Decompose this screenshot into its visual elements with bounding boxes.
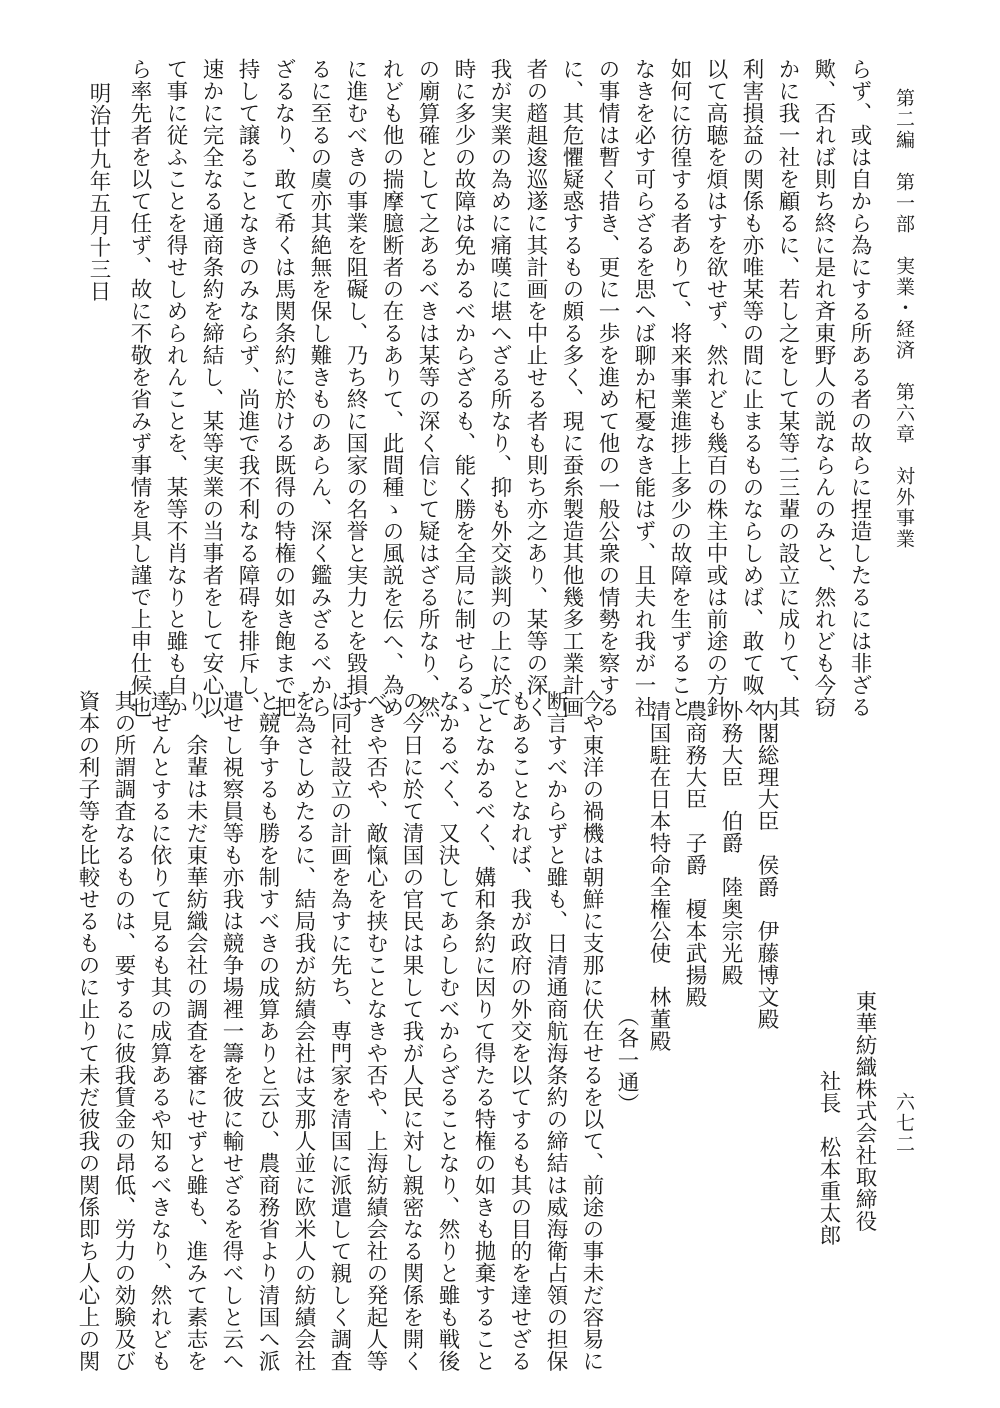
signatory-president: 社長 松本重太郎 — [816, 1070, 841, 1246]
text-column: ら率先者を以て任ず、故に不敬を省みず事情を具し謹で上申仕候也 — [127, 58, 152, 718]
text-column: れども他の揣摩臆断者の在るありて、此間種ゝの風説を伝へ、為め — [379, 58, 404, 718]
text-column: 時に多少の故障は免かるべからざるも、能く勝を全局に制せらるゝ — [451, 58, 476, 718]
copies-note: （各一通） — [614, 1005, 639, 1115]
text-column: もあることなれば、我が政府の外交を以てするも其の目的を達せざる — [507, 690, 532, 1372]
addressee: 外務大臣 伯爵 陸奥宗光殿 — [718, 700, 743, 986]
text-column: 遣せし視察員等も亦我は競争場裡一籌を彼に輸せざるを得べしと云へ — [219, 690, 244, 1372]
text-column: 断言すべからずと雖も、日清通商航海条約の締結は威海衛占領の担保 — [543, 690, 568, 1372]
text-column: るに至るの虞亦其絶無を保し難きものあらん、深く鑑みざるべから — [307, 58, 332, 718]
text-column: に進むべきの事業を阻礙し、乃ち終に国家の名誉と実力とを毀損す — [343, 58, 368, 718]
text-column: 達せんとするに依りて見るも其の成算あるや知るべきなり、然れども — [147, 690, 172, 1372]
text-column: は同社設立の計画を為すに先ち、専門家を清国に派遣して親しく調査 — [327, 690, 352, 1372]
text-column: かに我一社を顧るに、若し之をして某等二三輩の設立に成りて、其 — [775, 58, 800, 718]
text-column: に、其危懼疑惑するもの頗る多く、現に蚕糸製造其他幾多工業計画 — [559, 58, 584, 718]
text-column: 其の所謂調査なるものは、要するに彼我賃金の昂低、労力の効験及び — [111, 690, 136, 1372]
text-column: の廟算確として之あるべきは某等の深く信じて疑はざる所なり、然 — [415, 58, 440, 718]
page-number: 六七二 — [893, 1092, 915, 1155]
text-column: 今や東洋の禍機は朝鮮に支那に伏在せるを以て、前途の事未だ容易に — [579, 690, 604, 1372]
signatory-company: 東華紡織株式会社取締役 — [852, 990, 877, 1232]
text-column: の事情は暫く措き、更に一歩を進めて他の一般公衆の情勢を察する — [595, 58, 620, 718]
text-column: 以て高聴を煩はすを欲せず、然れども幾百の株主中或は前途の方針 — [703, 58, 728, 718]
text-column: 速かに完全なる通商条約を締結し、某等実業の当事者をして安心以 — [199, 58, 224, 718]
text-column: 如何に彷徨する者ありて、将来事業進捗上多少の故障を生ずること — [667, 58, 692, 718]
text-column: なきを必す可らざるを思へば聊か杞憂なき能はず、且夫れ我が一社 — [631, 58, 656, 718]
addressee: 清国駐在日本特命全権公使 林董殿 — [646, 700, 671, 1052]
text-column: を為さしめたるに、結局我が紡績会社は支那人並に欧米人の紡績会社 — [291, 690, 316, 1372]
text-column: り、余輩は未だ東華紡織会社の調査を審にせずと雖も、進みて素志を — [183, 690, 208, 1372]
running-title: 第二編 第一部 実業・経済 第六章 対外事業 — [893, 88, 915, 550]
text-column: 資本の利子等を比較せるものに止りて未だ彼我の関係即ち人心上の関 — [75, 690, 100, 1372]
text-column: ざるなり、敢て希くは馬関条約に於ける既得の特権の如き飽まで把 — [271, 58, 296, 718]
text-column: 我が実業の為めに痛嘆に堪へざる所なり、抑も外交談判の上に於て — [487, 58, 512, 718]
text-column: 利害損益の関係も亦唯某等の間に止まるものならしめば、敢て呶々 — [739, 58, 764, 718]
text-column: なかるべく、又決してあらしむべからざることなり、然りと雖も戦後 — [435, 690, 460, 1372]
text-column: て事に従ふことを得せしめられんことを、某等不肖なりと雖も自か — [163, 58, 188, 718]
text-column: 者の趦趄逡巡遂に其計画を中止せる者も則ち亦之あり、某等の深く — [523, 58, 548, 718]
text-column: らず、或は自から為にする所ある者の故らに捏造したるには非ざる — [847, 58, 872, 718]
addressee: 農商務大臣 子爵 榎本武揚殿 — [682, 700, 707, 1008]
text-column: ことなかるべく、媾和条約に因りて得たる特権の如きも拋棄すること — [471, 690, 496, 1372]
letter-date: 明治廿九年五月十三日 — [86, 82, 111, 302]
text-column: 歟、否れば則ち終に是れ斉東野人の説ならんのみと、然れども今窃 — [811, 58, 836, 718]
text-column: べきや否や、敵愾心を挟むことなきや否や、上海紡績会社の発起人等 — [363, 690, 388, 1372]
text-column: の今日に於て清国の官民は果して我が人民に対し親密なる関係を開く — [399, 690, 424, 1372]
text-column: 持して譲ることなきのみならず、尚進で我不利なる障碍を排斥し、 — [235, 58, 260, 718]
text-column: と競争するも勝を制すべきの成算ありと云ひ、農商務省より清国へ派 — [255, 690, 280, 1372]
addressee: 内閣総理大臣 侯爵 伊藤博文殿 — [754, 700, 779, 1030]
